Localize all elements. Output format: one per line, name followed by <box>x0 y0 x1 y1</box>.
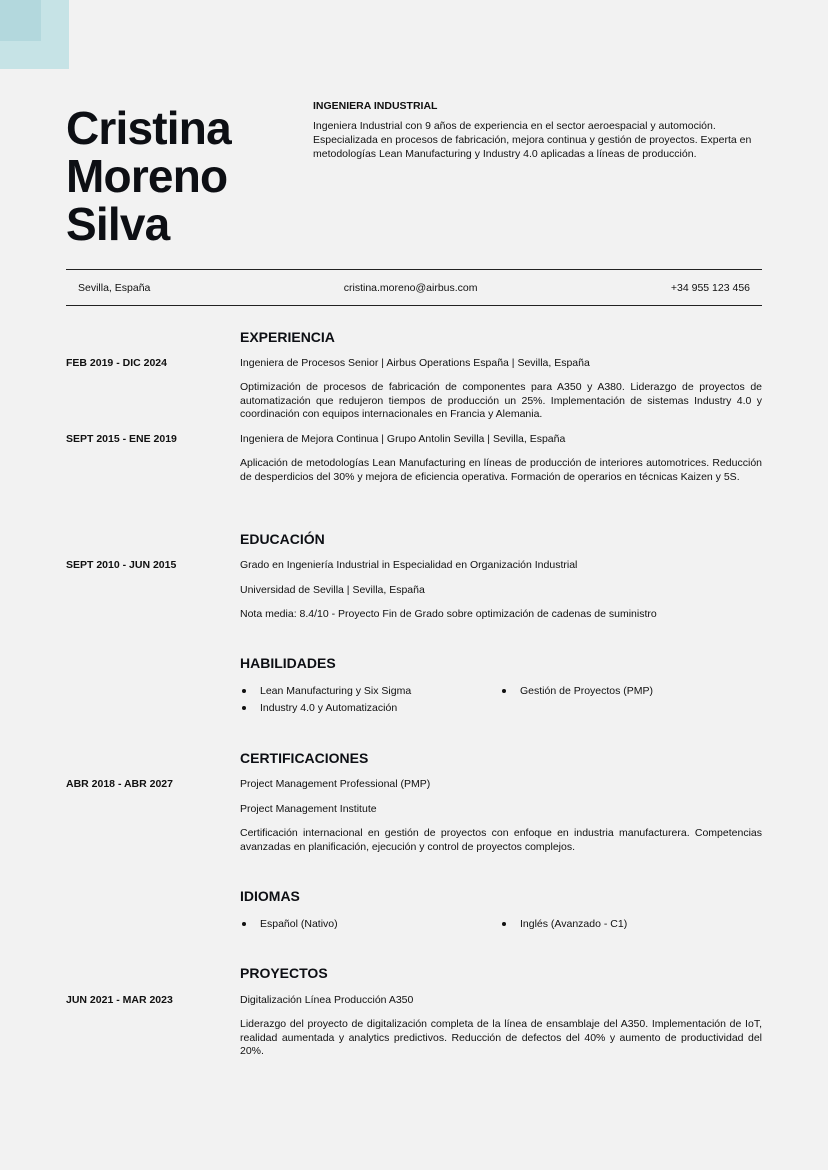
project-description: Liderazgo del proyecto de digitalización completa de la línea de ensamblaje del A350. Implementación de IoT, realidad aumentada y analytics predictivos. Reducción de defectos del 40% y aumento de productividad del 20%. <box>240 1018 762 1057</box>
certification-dates: ABR 2018 - ABR 2027 <box>66 778 173 790</box>
education-dates: SEPT 2010 - JUN 2015 <box>66 559 177 571</box>
skill-item-3 <box>242 702 397 714</box>
section-title-certifications: CERTIFICACIONES <box>240 750 369 766</box>
certification-name: Project Management Professional (PMP) <box>240 778 431 790</box>
experience-dates-2: SEPT 2015 - ENE 2019 <box>66 433 177 445</box>
contact-location: Sevilla, España <box>78 281 151 294</box>
skill-label: Industry 4.0 y Automatización <box>260 702 398 714</box>
contact-email[interactable]: cristina.moreno@airbus.com <box>343 281 478 294</box>
section-title-languages: IDIOMAS <box>240 888 300 904</box>
experience-heading-2: Ingeniera de Mejora Continua | Grupo Antolin Sevilla | Sevilla, España <box>240 433 566 445</box>
certification-issuer: Project Management Institute <box>240 803 377 815</box>
experience-description-2: Aplicación de metodologías Lean Manufacturing en líneas de producción de interiores automotrices. Reducción de desperdicios del 30% y mejora de eficiencia operativa. Formación de operarios en técnicas Kaizen y 5S. <box>240 457 762 483</box>
experience-description-1: Optimización de procesos de fabricación de componentes para A350 y A380. Liderazgo de proyectos de automatización que redujeron tiempos de producción un 25%. Implementación de sistemas Industry 4.0 y coordinación con equipos internacionales en Francia y Alemania. <box>240 381 762 420</box>
language-label: Español (Nativo) <box>260 918 338 930</box>
education-school: Universidad de Sevilla | Sevilla, España <box>240 584 425 596</box>
education-degree: Grado en Ingeniería Industrial in Especialidad en Organización Industrial <box>240 559 578 571</box>
language-item-1 <box>242 918 338 930</box>
experience-dates-1: FEB 2019 - DIC 2024 <box>66 357 167 369</box>
bullet-icon <box>242 922 246 926</box>
name-line-middle: Moreno <box>66 150 228 202</box>
project-dates: JUN 2021 - MAR 2023 <box>66 994 173 1006</box>
corner-decoration-small <box>0 0 41 41</box>
candidate-name <box>66 104 306 248</box>
experience-heading-1: Ingeniera de Procesos Senior | Airbus Operations España | Sevilla, España <box>240 357 590 369</box>
name-line-last: Silva <box>66 198 170 250</box>
skill-label: Gestión de Proyectos (PMP) <box>520 685 654 697</box>
section-title-projects: PROYECTOS <box>240 965 328 981</box>
section-title-experience: EXPERIENCIA <box>240 329 335 345</box>
bullet-icon <box>502 922 506 926</box>
section-title-education: EDUCACIÓN <box>240 531 325 547</box>
bullet-icon <box>242 706 246 710</box>
bullet-icon <box>502 689 506 693</box>
job-title: INGENIERA INDUSTRIAL <box>313 100 438 112</box>
language-item-2 <box>502 918 627 930</box>
section-title-skills: HABILIDADES <box>240 655 336 671</box>
contact-phone[interactable]: +34 955 123 456 <box>670 281 750 294</box>
skill-item-2 <box>502 685 653 697</box>
bullet-icon <box>242 689 246 693</box>
profile-summary: Ingeniera Industrial con 9 años de experiencia en el sector aeroespacial y automoción. Especializada en procesos de fabricación, mejora continua y gestión de proyectos. Experta en metodologías Lean Manufacturing y Industry 4.0 aplicadas a líneas de producción. <box>313 120 752 160</box>
certification-description: Certificación internacional en gestión de proyectos con enfoque en industria manufacturera. Competencias avanzadas en planificación, ejecución y control de proyectos complejos. <box>240 827 762 853</box>
project-name: Digitalización Línea Producción A350 <box>240 994 414 1006</box>
education-note: Nota media: 8.4/10 - Proyecto Fin de Grado sobre optimización de cadenas de suministro <box>240 608 657 620</box>
contact-bar <box>66 269 762 306</box>
language-label: Inglés (Avanzado - C1) <box>520 918 628 930</box>
skill-item-1 <box>242 685 411 697</box>
skill-label: Lean Manufacturing y Six Sigma <box>260 685 412 697</box>
name-line-first: Cristina <box>66 102 231 154</box>
